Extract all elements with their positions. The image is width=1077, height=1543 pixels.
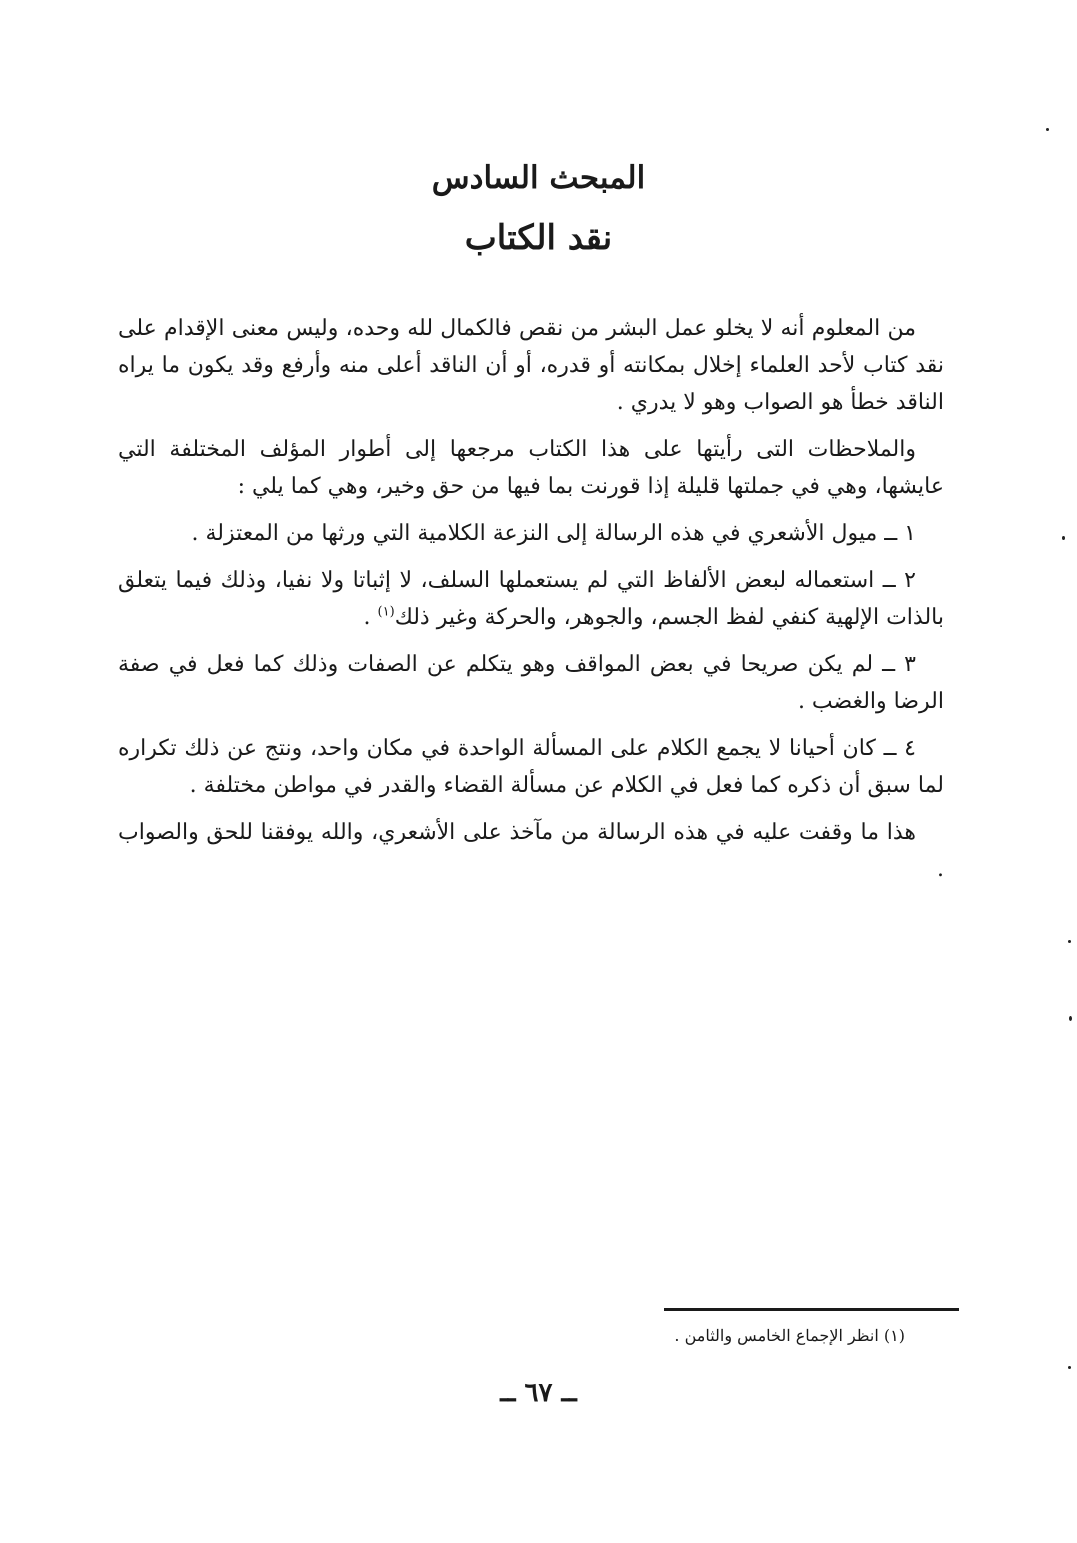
list-item-4: ٤ ــ كان أحيانا لا يجمع الكلام على المسألة الواحدة في مكان واحد، ونتج عن ذلك تكراره لما سبق أن ذكره كما فعل في الكلام عن مسألة القضاء والقدر في مواطن مختلفة . (118, 736, 944, 798)
list-item-2-end: . (363, 605, 378, 630)
footnote-divider (664, 1308, 959, 1311)
list-item-3: ٣ ــ لم يكن صريحا في بعض المواقف وهو يتكلم عن الصفات وذلك كما فعل في صفة الرضا والغضب . (118, 652, 944, 714)
section-number-heading: المبحث السادس (431, 160, 646, 196)
paragraph-closing: هذا ما وقفت عليه في هذه الرسالة من مآخذ على الأشعري، والله يوفقنا للحق والصواب . (118, 820, 944, 882)
scan-speck (1046, 128, 1049, 131)
list-item-1: ١ ــ ميول الأشعري في هذه الرسالة إلى النزعة الكلامية التي ورثها من المعتزلة . (191, 521, 916, 546)
body-text (118, 310, 944, 898)
scan-speck (1062, 536, 1065, 540)
list-item-2 (118, 562, 944, 636)
scan-speck (1069, 1016, 1072, 1021)
section-title-heading: نقد الكتاب (464, 218, 613, 258)
footnote-text: (١) انظر الإجماع الخامس والثامن . (674, 1326, 905, 1345)
list-item-2-text: ٢ ــ استعماله لبعض الألفاظ التي لم يستعملها السلف، لا إثباتا ولا نفيا، وذلك فيما يتعلق بالذات الإلهية كنفي لفظ الجسم، والجوهر، والحركة وغير ذلك (118, 568, 944, 630)
paragraph-observations: والملاحظات التى رأيتها على هذا الكتاب مرجعها إلى أطوار المؤلف المختلفة التي عايشها، وهي في جملتها قليلة إذا قورنت بما فيها من حق وخير، وهي كما يلي : (118, 437, 944, 499)
footnote-reference[interactable]: (١) (377, 604, 395, 620)
paragraph-intro: من المعلوم أنه لا يخلو عمل البشر من نقص فالكمال لله وحده، وليس معنى الإقدام على نقد كتاب لأحد العلماء إخلال بمكانته أو قدره، أو أن الناقد أعلى منه وأرفع وقد يكون ما يراه الناقد خطأ هو الصواب وهو لا يدري . (118, 316, 944, 415)
page-number: ــ ٦٧ ــ (500, 1378, 577, 1408)
scan-speck (1068, 940, 1071, 943)
scan-speck (1068, 1366, 1071, 1369)
